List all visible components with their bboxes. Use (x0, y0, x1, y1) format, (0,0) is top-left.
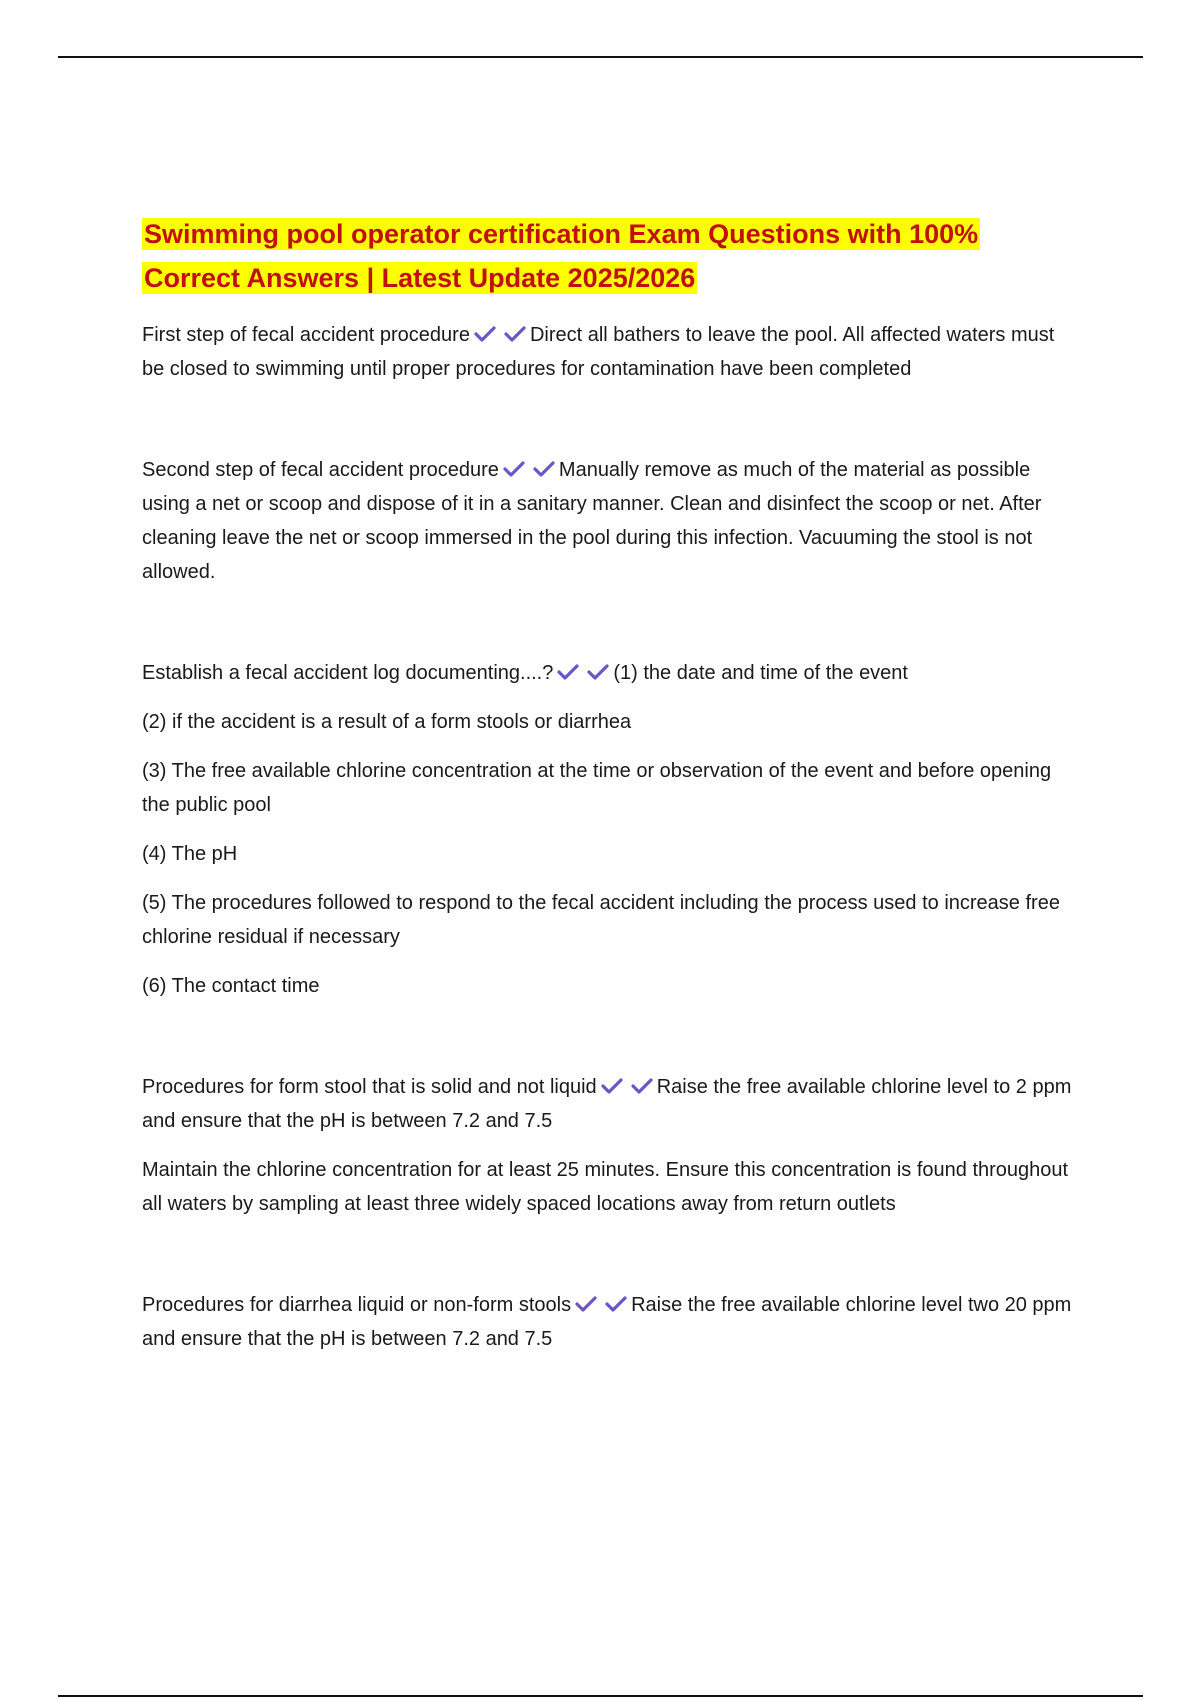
qa-item (142, 318, 1072, 386)
check-icon (473, 325, 497, 343)
question-text: Second step of fecal accident procedure (142, 459, 499, 481)
qa-item (142, 656, 1072, 690)
qa-item (142, 1070, 1072, 1138)
check-icon (600, 1077, 624, 1095)
answer-text: Direct all bathers to leave the pool. All affected waters must be closed to swimming until proper procedures for contamination have been completed (142, 324, 1055, 380)
answer-continuation: (2) if the accident is a result of a form stools or diarrhea (142, 711, 632, 733)
question-text: Establish a fecal accident log documenting....? (142, 662, 554, 684)
bottom-rule (58, 1695, 1143, 1697)
qa-item (142, 453, 1072, 589)
question-text: Procedures for diarrhea liquid or non-form stools (142, 1294, 572, 1316)
answer-continuation: Maintain the chlorine concentration for at least 25 minutes. Ensure this concentration is found throughout all waters by sampling at least three widely spaced locations away from return outlets (142, 1159, 1069, 1215)
title-line-1: Swimming pool operator certification Exam Questions with 100% (144, 219, 979, 249)
title-line-2: Correct Answers | Latest Update 2025/2026 (144, 263, 696, 293)
check-icon (556, 663, 580, 681)
check-icon (604, 1295, 628, 1313)
answer-continuation: (3) The free available chlorine concentration at the time or observation of the event and before opening the public pool (142, 760, 1052, 816)
answer-continuation: (5) The procedures followed to respond to the fecal accident including the process used to increase free chlorine residual if necessary (142, 892, 1060, 948)
answer-text: Raise the free available chlorine level to 2 ppm and ensure that the pH is between 7.2 and 7.5 (142, 1076, 1072, 1132)
question-text: Procedures for form stool that is solid and not liquid (142, 1076, 597, 1098)
qa-item (142, 1288, 1072, 1356)
question-text: First step of fecal accident procedure (142, 324, 470, 346)
answer-text: Manually remove as much of the material as possible using a net or scoop and dispose of it in a sanitary manner. Clean and disinfect the scoop or net. After cleaning leave the net or scoop immersed in the pool during this infection. Vacuuming the stool is not allowed. (142, 459, 1042, 583)
check-icon (586, 663, 610, 681)
check-icon (574, 1295, 598, 1313)
answer-continuation: (4) The pH (142, 843, 238, 865)
document-title (142, 212, 1072, 300)
document-content (142, 212, 1072, 1371)
check-icon (532, 460, 556, 478)
answer-text: Raise the free available chlorine level two 20 ppm and ensure that the pH is between 7.2 and 7.5 (142, 1294, 1072, 1350)
check-icon (630, 1077, 654, 1095)
check-icon (502, 460, 526, 478)
answer-text: (1) the date and time of the event (613, 662, 908, 684)
answer-continuation: (6) The contact time (142, 975, 320, 997)
top-rule (58, 56, 1143, 58)
check-icon (503, 325, 527, 343)
